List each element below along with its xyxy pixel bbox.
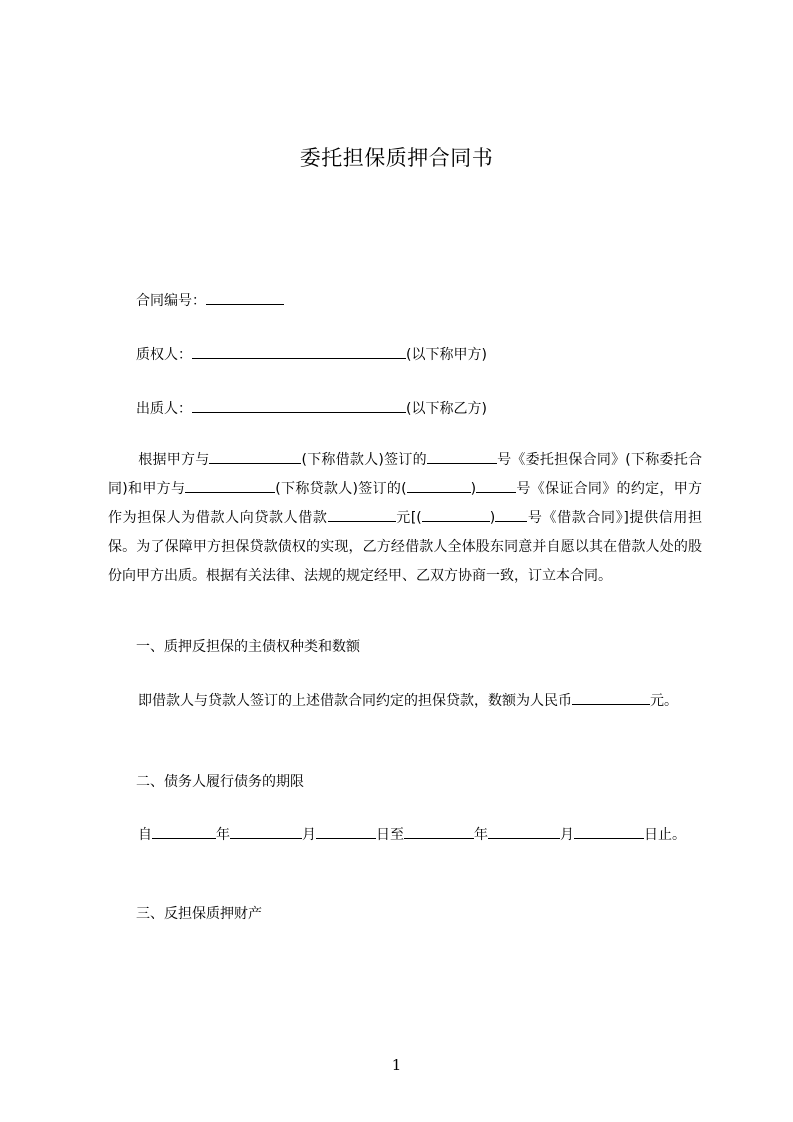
page-number: 1 bbox=[391, 1056, 402, 1074]
section1-body-end: 元。 bbox=[650, 693, 678, 709]
intro-text-3: 号《委托担保合同》(下称委托合同)和甲方与 bbox=[108, 452, 702, 497]
section2-heading: 二、债务人履行债务的期限 bbox=[136, 774, 304, 790]
end-year-blank[interactable] bbox=[404, 823, 474, 839]
guarantee-contract-no-blank[interactable] bbox=[476, 477, 516, 493]
start-day-blank[interactable] bbox=[316, 823, 376, 839]
term-from-label: 自 bbox=[138, 827, 152, 843]
intro-text-4: (下称贷款人)签订的( bbox=[275, 481, 407, 497]
start-month-blank[interactable] bbox=[230, 823, 302, 839]
contract-number-label: 合同编号： bbox=[136, 293, 206, 309]
pledgor-line bbox=[136, 397, 487, 420]
intro-text-5: ) bbox=[470, 481, 477, 497]
intro-text-9: 号《借款合同》]提供信用担保。为了保障甲方担保贷款债权的实现，乙方经借款人全体股东同意并自愿以其在借款人处的股份向甲方出质。根据有关法律、法规的规定经甲、乙双方协商一致，订立本合同。 bbox=[108, 510, 702, 584]
loan-contract-no-blank[interactable] bbox=[495, 506, 527, 522]
contract-number-line bbox=[136, 289, 284, 312]
section1-heading: 一、质押反担保的主债权种类和数额 bbox=[136, 639, 360, 655]
section1-paragraph bbox=[108, 687, 702, 716]
pledgor-label: 出质人： bbox=[136, 401, 192, 417]
section3-heading: 三、反担保质押财产 bbox=[136, 906, 262, 922]
loan-amount-blank[interactable] bbox=[328, 506, 396, 522]
day-to-label: 日至 bbox=[376, 827, 404, 843]
pledgor-blank[interactable] bbox=[192, 397, 406, 413]
document-title: 委托担保质押合同书 bbox=[299, 146, 494, 170]
end-month-label: 月 bbox=[560, 827, 574, 843]
principal-amount-blank-cont[interactable] bbox=[642, 689, 650, 705]
term-end-label: 日止。 bbox=[644, 827, 686, 843]
end-year-label: 年 bbox=[474, 827, 488, 843]
intro-paragraph bbox=[108, 446, 702, 591]
section2-paragraph bbox=[108, 821, 702, 850]
principal-amount-blank[interactable] bbox=[572, 689, 642, 705]
end-month-blank[interactable] bbox=[488, 823, 560, 839]
end-day-blank[interactable] bbox=[574, 823, 644, 839]
start-year-blank[interactable] bbox=[152, 823, 216, 839]
pledgee-suffix: (以下称甲方) bbox=[406, 347, 487, 363]
intro-text-7: 元[( bbox=[395, 510, 422, 526]
contract-number-blank[interactable] bbox=[206, 289, 284, 305]
pledgee-blank[interactable] bbox=[192, 343, 406, 359]
start-month-label: 月 bbox=[302, 827, 316, 843]
pledgee-line bbox=[136, 343, 487, 366]
intro-text-8: ) bbox=[489, 510, 496, 526]
intro-text-1: 根据甲方与 bbox=[138, 452, 210, 468]
start-year-label: 年 bbox=[216, 827, 230, 843]
intro-text-2: (下称借款人)签订的 bbox=[301, 452, 427, 468]
section1-body-start: 即借款人与贷款人签订的上述借款合同约定的担保贷款，数额为人民币 bbox=[138, 693, 572, 709]
borrower-blank[interactable] bbox=[209, 448, 301, 464]
intro-text-6: 号《保证合同》的约定，甲方作为担保人为借款人向贷款人借款 bbox=[108, 481, 703, 526]
pledgee-label: 质权人： bbox=[136, 347, 192, 363]
entrust-contract-no-blank[interactable] bbox=[427, 448, 497, 464]
loan-contract-year-blank[interactable] bbox=[422, 506, 490, 522]
lender-blank[interactable] bbox=[185, 477, 275, 493]
guarantee-contract-year-blank[interactable] bbox=[407, 477, 471, 493]
pledgor-suffix: (以下称乙方) bbox=[406, 401, 487, 417]
